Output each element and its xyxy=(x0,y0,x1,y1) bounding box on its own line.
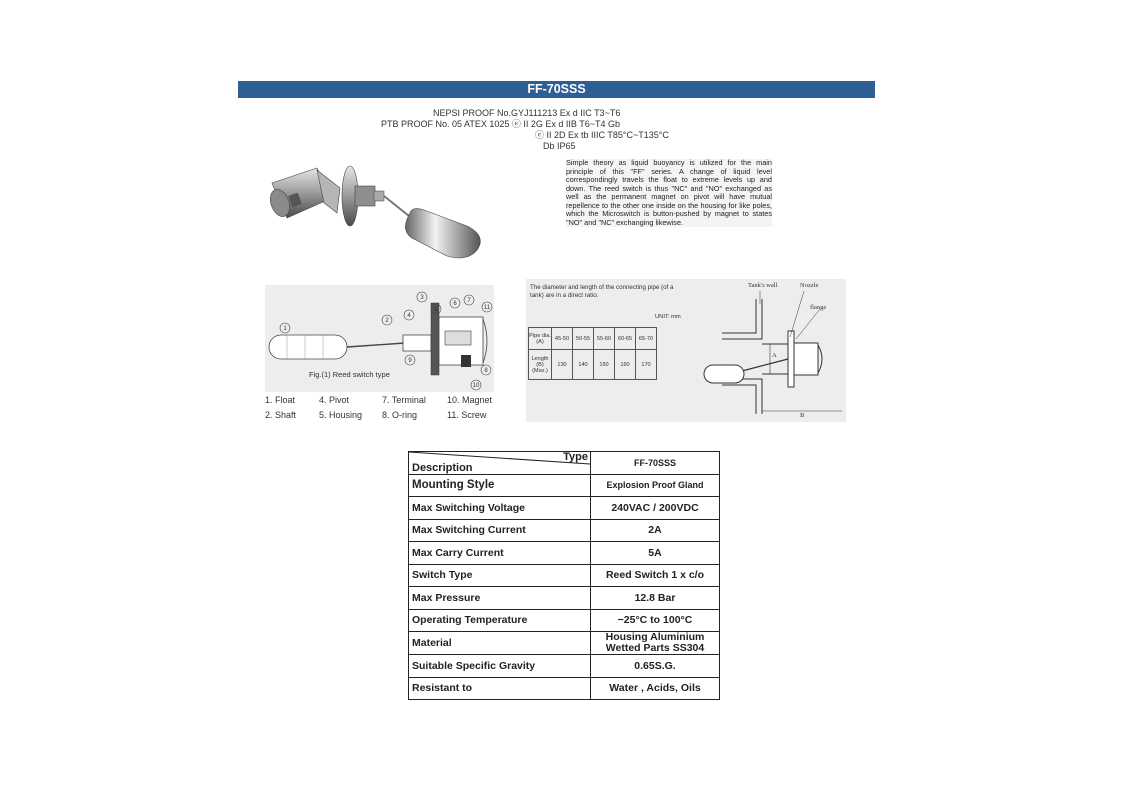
callout-7: 7 xyxy=(467,298,471,304)
part-pivot: 4. Pivot xyxy=(319,395,350,405)
part-terminal: 7. Terminal xyxy=(382,395,426,405)
pipe-row1-label: Pipe dia. (A) xyxy=(529,328,552,350)
part-screw: 11. Screw xyxy=(447,410,487,420)
reed-switch-diagram xyxy=(265,285,494,392)
part-oring: 8. O-ring xyxy=(382,410,418,420)
spec-value: 2A xyxy=(591,519,720,542)
cert-nepsi: NEPSI PROOF No.GYJ111213 Ex d IIC T3~T6 xyxy=(433,108,621,118)
page-title: FF-70SSS xyxy=(238,81,875,98)
callout-9: 9 xyxy=(408,358,412,364)
pipe-dia-cell: 55-60 xyxy=(594,328,615,350)
cert-ip: Db IP65 xyxy=(543,141,576,151)
spec-header-type: Type xyxy=(563,451,588,463)
spec-value: 5A xyxy=(591,542,720,565)
cert-dust: ⓔ II 2D Ex tb IIIC T85°C~T135°C xyxy=(535,130,669,140)
callout-8: 8 xyxy=(484,368,488,374)
principle-description: Simple theory as liquid buoyancy is utilized for the main principle of this "FF" series. A change of liquid level correspondingly travels the float to extreme levels up and down. The reed switch is thus "NC" and "NO" exchanged as well as the permanent magnet on pivot will have mutual repellence to the other one inside on the housing for like poles, which the Microswitch is button-pushed by magnet to states "NO" and "NC" exchanging likewise. xyxy=(566,158,772,227)
figure-caption: Fig.(1) Reed switch type xyxy=(309,370,390,379)
callout-4: 4 xyxy=(407,313,411,319)
cert-ptb: PTB PROOF No. 05 ATEX 1025 ⓔ II 2G Ex d IIB T6~T4 Gb xyxy=(381,119,621,129)
pipe-length-cell: 140 xyxy=(573,350,594,380)
spec-model: FF-70SSS xyxy=(591,452,720,475)
mounting-diagram xyxy=(692,279,846,422)
callout-5: 5 xyxy=(434,307,438,313)
pipe-row2-label: Length (B) (Max.) xyxy=(529,350,552,380)
pipe-length-cell: 170 xyxy=(636,350,657,380)
spec-label: Max Switching Current xyxy=(409,519,591,542)
pipe-table xyxy=(528,327,657,380)
spec-value: 0.65S.G. xyxy=(591,655,720,678)
pipe-note: The diameter and length of the connecting pipe (of a tank) are in a direct ratio. xyxy=(530,284,674,299)
spec-value: 12.8 Bar xyxy=(591,587,720,610)
spec-label: Max Carry Current xyxy=(409,542,591,565)
callout-3: 3 xyxy=(420,295,424,301)
pipe-dia-cell: 60-65 xyxy=(615,328,636,350)
spec-label: Max Pressure xyxy=(409,587,591,610)
callout-1: 1 xyxy=(283,326,287,332)
callout-11: 11 xyxy=(483,305,491,311)
pipe-dia-cell: 45-50 xyxy=(552,328,573,350)
pipe-dia-cell: 50-55 xyxy=(573,328,594,350)
part-housing: 5. Housing xyxy=(319,410,363,420)
spec-header-cell xyxy=(409,452,591,475)
spec-value: 240VAC / 200VDC xyxy=(591,497,720,520)
pipe-length-cell: 160 xyxy=(615,350,636,380)
spec-label: Operating Temperature xyxy=(409,609,591,632)
spec-table xyxy=(408,451,720,700)
callout-6: 6 xyxy=(453,301,457,307)
spec-label: Max Switching Voltage xyxy=(409,497,591,520)
figure-reed-switch xyxy=(265,285,494,392)
spec-label: Suitable Specific Gravity xyxy=(409,655,591,678)
spec-label: Mounting Style xyxy=(409,474,591,497)
spec-label: Switch Type xyxy=(409,564,591,587)
spec-value-material xyxy=(591,632,720,655)
callout-2: 2 xyxy=(385,318,389,324)
spec-value-wetted: Wetted Parts SS304 xyxy=(605,642,705,654)
callout-10: 10 xyxy=(472,383,480,389)
label-nozzle: Nozzle xyxy=(800,282,819,289)
spec-label: Resistant to xyxy=(409,677,591,700)
spec-value: Water , Acids, Oils xyxy=(591,677,720,700)
spec-value-housing: Housing Aluminium xyxy=(605,631,705,643)
label-dim-a: A xyxy=(772,352,777,359)
spec-value: Reed Switch 1 x c/o xyxy=(591,564,720,587)
label-tank-wall: Tank's wall xyxy=(748,282,778,289)
pipe-length-cell: 130 xyxy=(552,350,573,380)
spec-value: Explosion Proof Gland xyxy=(591,474,720,497)
label-flange: flange xyxy=(810,304,827,311)
label-dim-b: B xyxy=(800,412,805,419)
spec-label: Material xyxy=(409,632,591,655)
part-magnet: 10. Magnet xyxy=(447,395,493,405)
part-float: 1. Float xyxy=(265,395,296,405)
spec-header-description: Description xyxy=(412,461,473,474)
pipe-dia-cell: 65-70 xyxy=(636,328,657,350)
pipe-unit: UNIT: mm xyxy=(655,314,681,320)
pipe-length-cell: 150 xyxy=(594,350,615,380)
spec-value: −25°C to 100°C xyxy=(591,609,720,632)
part-shaft: 2. Shaft xyxy=(265,410,297,420)
product-photo xyxy=(262,158,492,270)
